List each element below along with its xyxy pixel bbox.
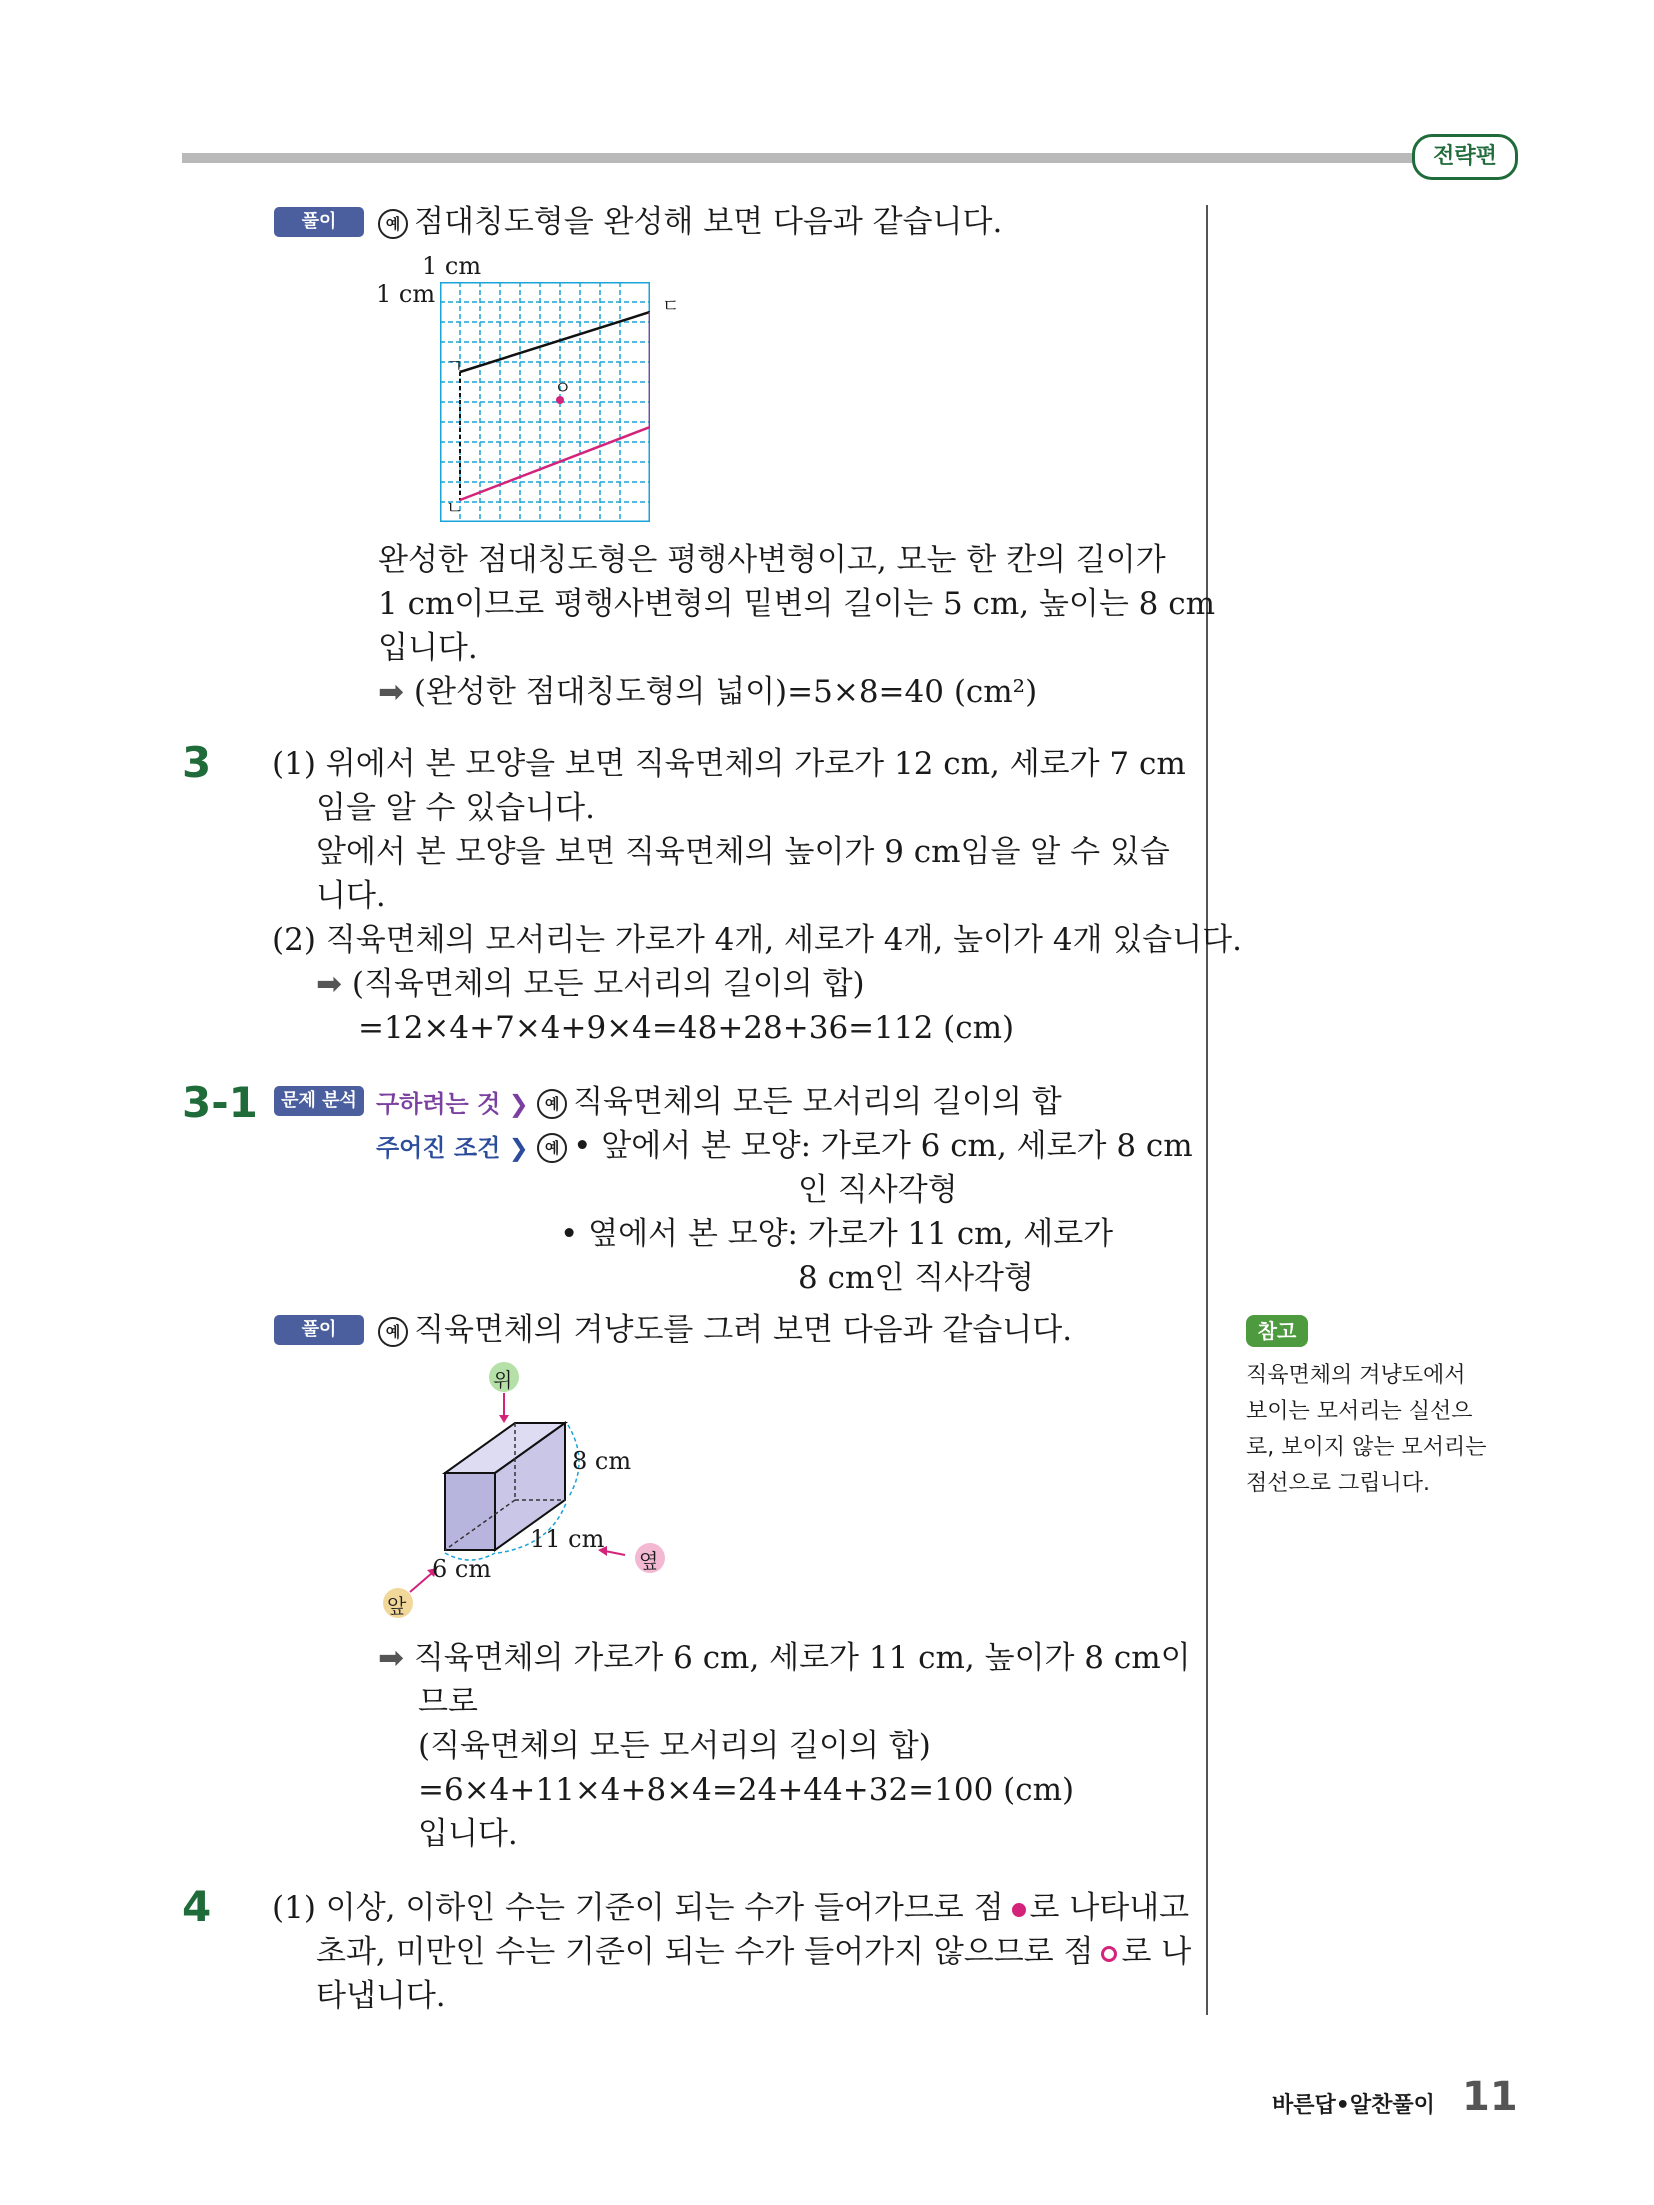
q31-solution-line2: 므로 — [418, 1684, 478, 1720]
q3-line3: 앞에서 본 모양을 보면 직육면체의 높이가 9 cm임을 알 수 있습 — [316, 834, 1170, 870]
q31-solution-line3: (직육면체의 모든 모서리의 길이의 합) — [418, 1728, 931, 1764]
q4-line2-text: 초과, 미만인 수는 기준이 되는 수가 들어가지 않으므로 점 — [316, 1934, 1094, 1970]
q4-line3: 타냅니다. — [316, 1978, 446, 2014]
given-row — [376, 1124, 1193, 1170]
q3-line7: =12×4+7×4+9×4=48+28+36=112 (cm) — [358, 1010, 1015, 1046]
depth-label: 11 cm — [530, 1525, 605, 1553]
filled-dot-icon — [1012, 1903, 1026, 1917]
width-label: 6 cm — [432, 1555, 492, 1583]
solution-intro — [378, 1308, 1072, 1352]
edge-bottom — [460, 427, 650, 500]
find-row — [376, 1080, 1062, 1126]
note-line1: 직육면체의 겨냥도에서 — [1246, 1363, 1466, 1388]
solution-badge: 풀이 — [274, 207, 364, 237]
find-label: 구하려는 것 — [376, 1090, 501, 1118]
arrow-icon: ➡ — [378, 1640, 404, 1676]
point-label-g: ㄱ — [446, 356, 464, 377]
solution-formula — [378, 670, 1037, 714]
cuboid-front-face — [445, 1473, 495, 1550]
solution-intro — [378, 200, 1002, 244]
column-divider — [1206, 205, 1208, 2015]
q3-line4: 니다. — [316, 878, 386, 914]
arrow-icon: ➡ — [316, 966, 342, 1002]
question-number-3: 3 — [182, 738, 212, 787]
q4-line1-text: (1) 이상, 이하인 수는 기준이 되는 수가 들어가므로 점 — [272, 1890, 1004, 1926]
point-label-d: ㄷ — [662, 296, 680, 317]
section-tag: 전략편 — [1412, 134, 1518, 180]
symmetric-grid — [440, 282, 650, 522]
given-line1: • 앞에서 본 모양: 가로가 6 cm, 세로가 8 cm — [573, 1128, 1193, 1164]
note-line4: 점선으로 그립니다. — [1246, 1471, 1431, 1496]
solution-para-line3: 입니다. — [378, 630, 478, 666]
grid-lines — [440, 282, 650, 522]
find-text: 직육면체의 모든 모서리의 길이의 합 — [573, 1084, 1062, 1120]
q4-line2 — [316, 1930, 1191, 1974]
cuboid-drawing — [380, 1355, 700, 1625]
q4-line2-tail: 로 나 — [1121, 1934, 1192, 1970]
front-view-label: 앞 — [387, 1594, 407, 1618]
q3-line6-text: (직육면체의 모든 모서리의 길이의 합) — [351, 966, 865, 1002]
side-arrow-line — [605, 1551, 625, 1555]
side-view-label: 옆 — [639, 1549, 659, 1573]
q4-line1-tail: 로 나타내고 — [1029, 1890, 1190, 1926]
header-rule — [182, 153, 1422, 163]
unit-label-left: 1 cm — [376, 280, 436, 308]
footer-label: 바른답•알찬풀이 — [1272, 2093, 1435, 2118]
example-marker: 예 — [537, 1133, 567, 1163]
point-label-o: ㅇ — [554, 378, 572, 399]
chevron-right-icon: ❯ — [500, 1134, 538, 1162]
hollow-dot-icon — [1101, 1946, 1117, 1962]
formula-text: (완성한 점대칭도형의 넓이)=5×8=40 (cm²) — [413, 674, 1038, 710]
note-badge: 참고 — [1246, 1315, 1308, 1347]
solution-intro-text: 점대칭도형을 완성해 보면 다음과 같습니다. — [414, 204, 1003, 240]
given-line2b: 8 cm인 직사각형 — [798, 1260, 1034, 1296]
note-line3: 로, 보이지 않는 모서리는 — [1246, 1435, 1487, 1460]
top-arrow-head — [499, 1415, 509, 1423]
q3-line6 — [316, 962, 865, 1006]
q31-solution-line1 — [378, 1636, 1191, 1680]
analysis-badge: 문제 분석 — [274, 1086, 364, 1116]
front-arrow-line — [410, 1573, 432, 1592]
example-marker: 예 — [537, 1089, 567, 1119]
page-number: 11 — [1462, 2074, 1518, 2120]
given-line2: • 옆에서 본 모양: 가로가 11 cm, 세로가 — [560, 1216, 1114, 1252]
top-view-label: 위 — [493, 1368, 513, 1392]
solution-para-line2: 1 cm이므로 평행사변형의 밑변의 길이는 5 cm, 높이는 8 cm — [378, 586, 1216, 622]
height-label: 8 cm — [572, 1447, 632, 1475]
q3-line5: (2) 직육면체의 모서리는 가로가 4개, 세로가 4개, 높이가 4개 있습니다. — [272, 922, 1242, 958]
q31-solution-line5: 입니다. — [418, 1816, 518, 1852]
solution-para-line1: 완성한 점대칭도형은 평행사변형이고, 모눈 한 칸의 길이가 — [378, 542, 1166, 578]
unit-label-top: 1 cm — [422, 252, 482, 280]
q31-solution-line1-text: 직육면체의 가로가 6 cm, 세로가 11 cm, 높이가 8 cm이 — [413, 1640, 1191, 1676]
question-number-4: 4 — [182, 1882, 212, 1931]
given-label: 주어진 조건 — [376, 1134, 501, 1162]
given-line1b: 인 직사각형 — [798, 1172, 958, 1208]
point-label-n: ㄴ — [446, 498, 464, 519]
grid-figure — [370, 252, 690, 532]
solution-intro-text: 직육면체의 겨냥도를 그려 보면 다음과 같습니다. — [414, 1312, 1073, 1348]
example-marker: 예 — [378, 1317, 408, 1347]
q31-solution-line4: =6×4+11×4+8×4=24+44+32=100 (cm) — [418, 1772, 1075, 1808]
question-number-3-1: 3-1 — [182, 1078, 258, 1127]
q4-line1 — [272, 1886, 1189, 1930]
q3-line1: (1) 위에서 본 모양을 보면 직육면체의 가로가 12 cm, 세로가 7 cm — [272, 746, 1186, 782]
note-line2: 보이는 모서리는 실선으 — [1246, 1399, 1473, 1424]
cuboid-figure — [380, 1355, 700, 1625]
q3-line2: 임을 알 수 있습니다. — [316, 790, 595, 826]
arrow-icon: ➡ — [378, 674, 404, 710]
chevron-right-icon: ❯ — [500, 1090, 538, 1118]
example-marker: 예 — [378, 209, 408, 239]
solution-badge: 풀이 — [274, 1315, 364, 1345]
